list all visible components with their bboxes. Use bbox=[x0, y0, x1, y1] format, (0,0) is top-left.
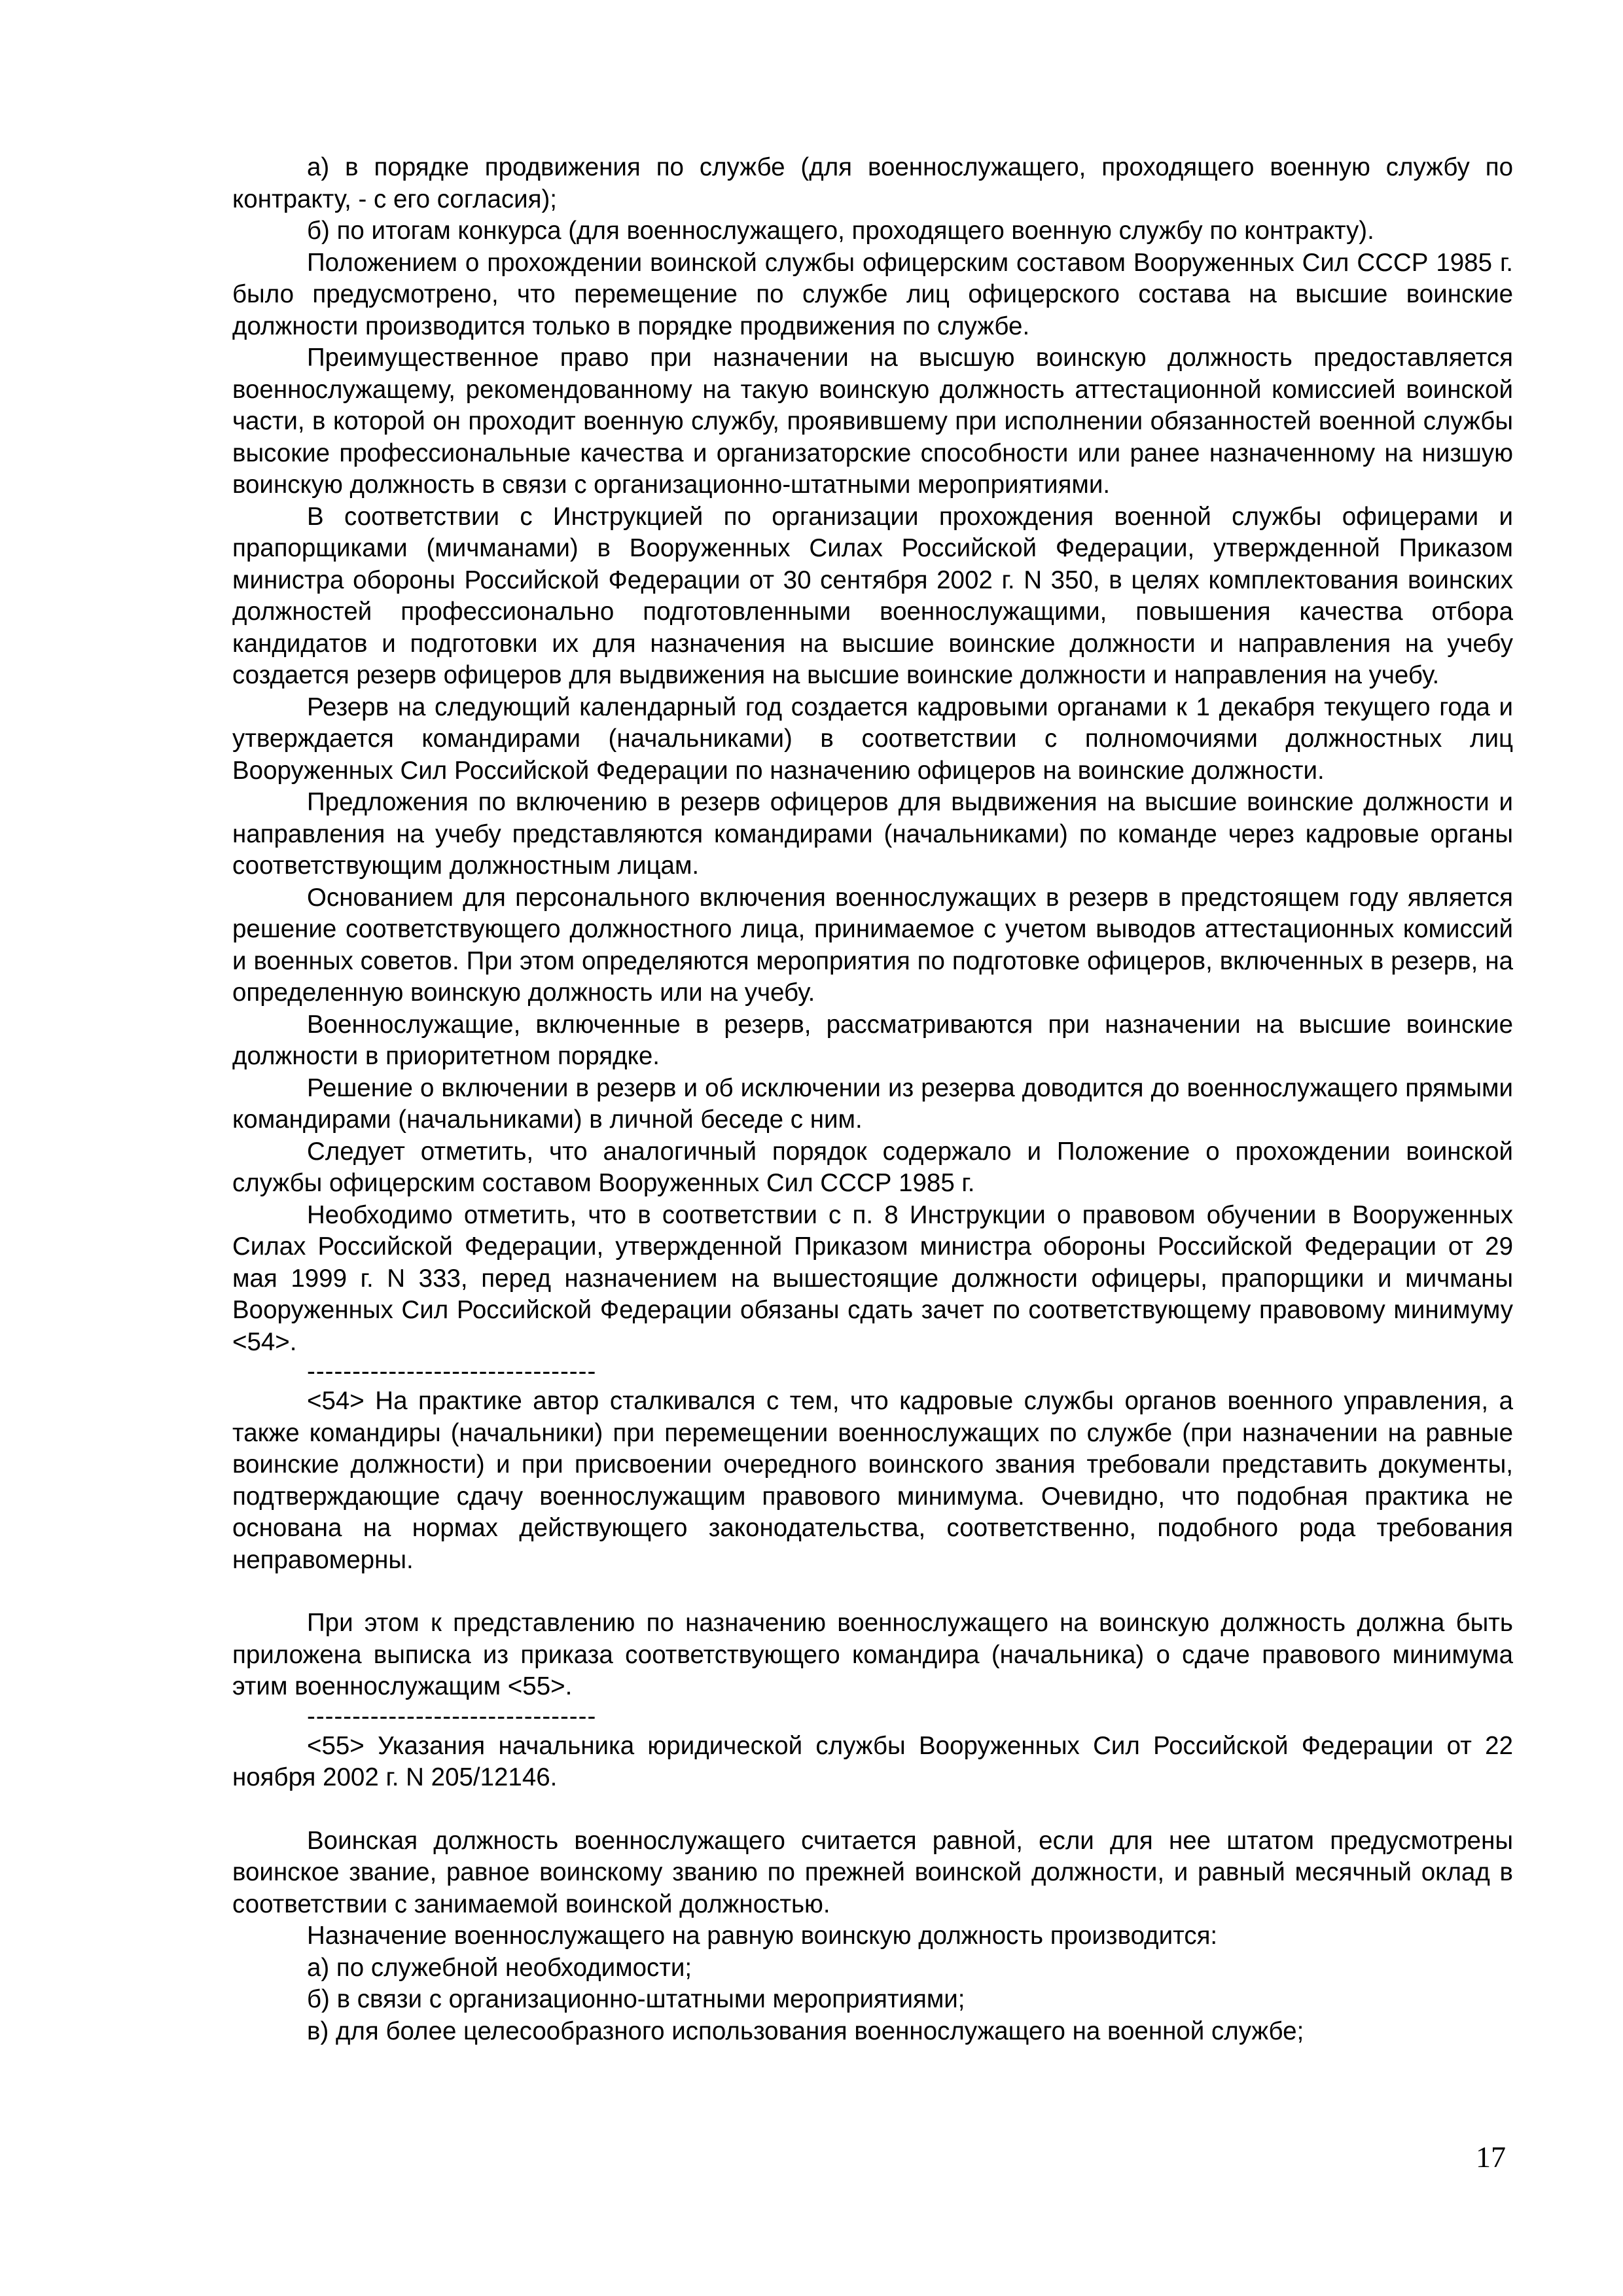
paragraph-preferential-right: Преимущественное право при назначении на высшую воинскую должность предоставляется военнослужащему, рекомендованному на такую воинскую должность аттестационной комиссией воинской части, в которой он проходит военную службу, проявившему при исполнении обязанностей военной службы высокие профессиональные качества и организаторские способности или ранее назначенному на низшую воинскую должность в связи с организационно-штатными мероприятиями. bbox=[232, 344, 1513, 499]
paragraph-instruction-350: В соответствии с Инструкцией по организации прохождения военной службы офицерами и прапорщиками (мичманами) в Вооруженных Силах Российской Федерации, утвержденной Приказом министра обороны Российской Федерации от 30 сентября 2002 г. N 350, в целях комплектования воинских должностей профессионально подготовленными военнослужащими, повышения качества отбора кандидатов и подготовки их для назначения на высшие воинские должности и направления на учебу создается резерв офицеров для выдвижения на высшие воинские должности и направления на учебу. bbox=[232, 502, 1513, 689]
paragraph-reserve-creation: Резерв на следующий календарный год создается кадровыми органами к 1 декабря текущего года и утверждается командирами (начальниками) в соответствии с полномочиями должностных лиц Вооруженных Сил Российской Федерации по назначению офицеров на воинские должности. bbox=[232, 692, 1513, 785]
paragraph-reserve-priority: Военнослужащие, включенные в резерв, рассматриваются при назначении на высшие воинские должности в приоритетном порядке. bbox=[232, 1010, 1513, 1070]
paragraph-reserve-decision: Решение о включении в резерв и об исключении из резерва доводится до военнослужащего прямыми командирами (начальниками) в личной беседе с ним. bbox=[232, 1073, 1513, 1134]
paragraph-item-a-promotion: а) в порядке продвижения по службе (для военнослужащего, проходящего военную службу по контракту, - с его согласия); bbox=[232, 153, 1513, 213]
paragraph-legal-training: Необходимо отметить, что в соответствии с п. 8 Инструкции о правовом обучении в Вооруженных Силах Российской Федерации, утвержденной Приказом министра обороны Российской Федерации от 29 мая 1999 г. N 333, перед назначением на вышестоящие должности офицеры, прапорщики и мичманы Вооруженных Сил Российской Федерации обязаны сдать зачет по соответствующему правовому минимуму <54>. bbox=[232, 1200, 1513, 1356]
footnote-55: <55> Указания начальника юридической службы Вооруженных Сил Российской Федерации от 22 ноября 2002 г. N 205/12146. bbox=[232, 1731, 1513, 1791]
paragraph-equal-appointment-intro: Назначение военнослужащего на равную воинскую должность производится: bbox=[307, 1922, 1218, 1950]
paragraph-reserve-proposals: Предложения по включению в резерв офицеров для выдвижения на высшие воинские должности и направления на учебу представляются командирами (начальниками) по команде через кадровые органы соответствующим должностным лицам. bbox=[232, 788, 1513, 880]
list-item-b-reorganization: б) в связи с организационно-штатными мероприятиями; bbox=[307, 1985, 965, 2013]
paragraph-reserve-basis: Основанием для персонального включения военнослужащих в резерв в предстоящем году является решение соответствующего должностного лица, принимаемое с учетом выводов аттестационных комиссий и военных советов. При этом определяются мероприятия по подготовке офицеров, включенных в резерв, на определенную воинскую должность или на учебу. bbox=[232, 883, 1513, 1007]
paragraph-item-b-competition: б) по итогам конкурса (для военнослужащего, проходящего военную службу по контракту). bbox=[307, 217, 1374, 245]
paragraph-equal-position: Воинская должность военнослужащего считается равной, если для нее штатом предусмотрены воинское звание, равное воинскому званию по прежней воинской должности, и равный месячный оклад в соответствии с занимаемой воинской должностью. bbox=[232, 1826, 1513, 1918]
paragraph-order-extract: При этом к представлению по назначению военнослужащего на воинскую должность должна быть приложена выписка из приказа соответствующего командира (начальника) о сдаче правового минимума этим военнослужащим <55>. bbox=[232, 1609, 1513, 1700]
list-item-c-efficient-use: в) для более целесообразного использования военнослужащего на военной службе; bbox=[307, 2017, 1304, 2045]
spacer bbox=[232, 1794, 1513, 1825]
footnote-54: <54> На практике автор сталкивался с тем, что кадровые службы органов военного управления, а также командиры (начальники) при перемещении военнослужащих по службе (при назначении на равные воинские должности) и при присвоении очередного воинского звания требовали представить документы, подтверждающие сдачу военнослужащим правового минимума. Очевидно, что подобная практика не основана на нормах действующего законодательства, соответственно, подобного рода требования неправомерны. bbox=[232, 1387, 1513, 1574]
spacer bbox=[232, 1576, 1513, 1607]
list-item-a-service-necessity: а) по служебной необходимости; bbox=[307, 1953, 692, 1982]
document-page bbox=[232, 152, 1513, 2047]
paragraph-similar-procedure: Следует отметить, что аналогичный порядок содержало и Положение о прохождении воинской службы офицерским составом Вооруженных Сил СССР 1985 г. bbox=[232, 1137, 1513, 1197]
paragraph-ussr-1985-regulation: Положением о прохождении воинской службы офицерским составом Вооруженных Сил СССР 1985 г. было предусмотрено, что перемещение по службе лиц офицерского состава на высшие воинские должности производится только в порядке продвижения по службе. bbox=[232, 248, 1513, 340]
footnote-separator: -------------------------------- bbox=[307, 1357, 597, 1386]
page-number: 17 bbox=[1476, 2140, 1506, 2174]
footnote-separator: -------------------------------- bbox=[307, 1702, 597, 1731]
